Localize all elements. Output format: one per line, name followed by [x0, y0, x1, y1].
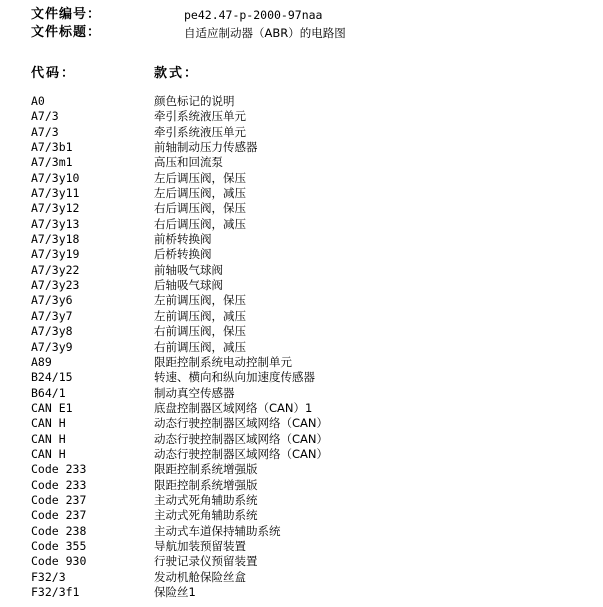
component-code: CAN H — [31, 431, 66, 446]
component-code: Code 233 — [31, 462, 87, 477]
doc-number-label: 文件编号： — [31, 7, 102, 22]
list-item — [31, 570, 591, 585]
component-code: F32/3 — [31, 569, 66, 584]
list-item — [31, 324, 591, 339]
list-item — [31, 125, 591, 140]
component-code: CAN H — [31, 446, 66, 461]
component-code: Code 930 — [31, 554, 87, 569]
list-item — [31, 340, 591, 355]
component-code: CAN H — [31, 416, 66, 431]
component-description: 动态行驶控制器区域网络（CAN） — [154, 416, 328, 431]
list-item — [31, 171, 591, 186]
list-item — [31, 293, 591, 308]
list-item — [31, 386, 591, 401]
list-item — [31, 493, 591, 508]
component-code: A7/3y13 — [31, 216, 80, 231]
component-code: A7/3y23 — [31, 278, 80, 293]
list-item — [31, 232, 591, 247]
component-description: 主动式死角辅助系统 — [154, 492, 258, 507]
list-item — [31, 508, 591, 523]
component-code: A7/3y18 — [31, 232, 80, 247]
list-item — [31, 539, 591, 554]
component-code: Code 237 — [31, 492, 87, 507]
list-item — [31, 247, 591, 262]
component-code: F32/3f1 — [31, 585, 80, 599]
component-description: 右后调压阀，保压 — [154, 201, 246, 216]
list-item — [31, 524, 591, 539]
component-description: 右前调压阀，减压 — [154, 339, 246, 354]
component-description: 牵引系统液压单元 — [154, 124, 246, 139]
list-item — [31, 554, 591, 569]
component-description: 前桥转换阀 — [154, 232, 212, 247]
list-item — [31, 109, 591, 124]
component-description: 转速、横向和纵向加速度传感器 — [154, 370, 315, 385]
list-item — [31, 186, 591, 201]
list-item — [31, 432, 591, 447]
component-code: A7/3y22 — [31, 262, 80, 277]
list-item — [31, 401, 591, 416]
component-description: 底盘控制器区域网络（CAN）1 — [154, 400, 313, 415]
component-description: 牵引系统液压单元 — [154, 109, 246, 124]
component-description: 右后调压阀，减压 — [154, 216, 246, 231]
component-description: 前轴制动压力传感器 — [154, 140, 258, 155]
component-description: 限距控制系统增强版 — [154, 477, 258, 492]
component-description: 前轴吸气球阀 — [154, 262, 223, 277]
list-item — [31, 155, 591, 170]
component-code: A7/3y19 — [31, 247, 80, 262]
list-item — [31, 201, 591, 216]
component-code: A7/3b1 — [31, 140, 73, 155]
component-code: B24/15 — [31, 370, 73, 385]
component-code: A7/3y12 — [31, 201, 80, 216]
component-code: A7/3y8 — [31, 324, 73, 339]
doc-title-value: 自适应制动器（ABR）的电路图 — [184, 26, 346, 40]
component-description: 高压和回流泵 — [154, 155, 223, 170]
list-item — [31, 416, 591, 431]
component-description: 左前调压阀，保压 — [154, 293, 246, 308]
component-description: 主动式车道保持辅助系统 — [154, 523, 281, 538]
list-item — [31, 309, 591, 324]
list-item — [31, 447, 591, 462]
list-item — [31, 278, 591, 293]
component-description: 动态行驶控制器区域网络（CAN） — [154, 446, 328, 461]
component-code: Code 233 — [31, 477, 87, 492]
component-code: A7/3 — [31, 124, 59, 139]
component-code: B64/1 — [31, 385, 66, 400]
component-description: 右前调压阀，保压 — [154, 324, 246, 339]
list-item — [31, 140, 591, 155]
component-description: 左前调压阀，减压 — [154, 308, 246, 323]
list-item — [31, 370, 591, 385]
component-code: Code 238 — [31, 523, 87, 538]
component-code: A7/3y10 — [31, 170, 80, 185]
component-description: 制动真空传感器 — [154, 385, 235, 400]
component-code: A7/3y6 — [31, 293, 73, 308]
component-code: A7/3y7 — [31, 308, 73, 323]
component-description: 颜色标记的说明 — [154, 94, 235, 108]
list-item — [31, 217, 591, 232]
doc-number-value: pe42.47-p-2000-97naa — [184, 8, 323, 22]
component-description: 导航加装预留装置 — [154, 538, 246, 553]
component-code: A7/3y9 — [31, 339, 73, 354]
component-code: CAN E1 — [31, 400, 73, 415]
list-item — [31, 585, 591, 600]
component-code: Code 237 — [31, 508, 87, 523]
doc-title-label: 文件标题： — [31, 25, 102, 40]
component-description: 保险丝1 — [154, 585, 196, 599]
list-item — [31, 462, 591, 477]
component-description: 动态行驶控制器区域网络（CAN） — [154, 431, 328, 446]
component-description: 限距控制系统增强版 — [154, 462, 258, 477]
list-item — [31, 94, 591, 109]
description-column-header: 款式： — [154, 66, 200, 81]
code-list — [31, 94, 591, 600]
component-description: 左后调压阀，减压 — [154, 186, 246, 201]
component-description: 行驶记录仪预留装置 — [154, 554, 258, 569]
list-item — [31, 263, 591, 278]
component-description: 发动机舱保险丝盒 — [154, 569, 246, 584]
component-code: A0 — [31, 94, 45, 108]
component-code: Code 355 — [31, 538, 87, 553]
list-item — [31, 478, 591, 493]
component-code: A7/3m1 — [31, 155, 73, 170]
component-description: 限距控制系统电动控制单元 — [154, 354, 292, 369]
list-item — [31, 355, 591, 370]
component-description: 主动式死角辅助系统 — [154, 508, 258, 523]
component-description: 后轴吸气球阀 — [154, 278, 223, 293]
component-code: A7/3 — [31, 109, 59, 124]
component-code: A7/3y11 — [31, 186, 80, 201]
component-description: 左后调压阀，保压 — [154, 170, 246, 185]
code-column-header: 代码： — [31, 66, 77, 81]
component-code: A89 — [31, 354, 52, 369]
component-description: 后桥转换阀 — [154, 247, 212, 262]
